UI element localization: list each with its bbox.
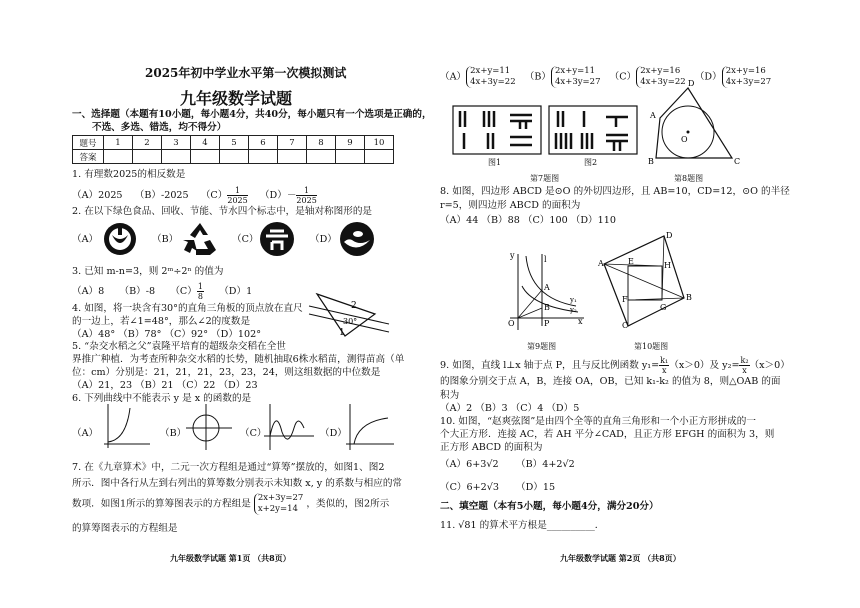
q1-option-c: （C） (200, 190, 228, 201)
q5-line1: 5. “杂交水稻之父”袁隆平培育的超级杂交稻在全世 (72, 341, 286, 352)
q6-graph-b (184, 402, 234, 452)
q7-option-a-label: （A） (440, 71, 467, 83)
q6-option-a: （A） (72, 428, 99, 439)
table-number: 2 (133, 136, 162, 150)
q7-option-b-system (551, 66, 600, 88)
q4-angle2-label: 2 (351, 301, 357, 311)
fig10-caption: 第10题图 (634, 342, 669, 351)
q4-angle1-label: 1 (339, 328, 345, 338)
fig10-label-g: G (660, 303, 667, 312)
q7-option-a-system (466, 66, 515, 88)
table-number: 8 (307, 136, 336, 150)
fig9-label-l: l (544, 255, 547, 264)
fig10-label-b: B (686, 293, 692, 302)
table-number: 4 (191, 136, 220, 150)
q3-stem: 3. 已知 m-n=3，则 2ᵐ÷2ⁿ 的值为 (72, 266, 224, 277)
q6-option-c: （C） (240, 428, 267, 439)
q4-line2: 的一边上，若∠1=48°，那么∠2的度数是 (72, 316, 251, 327)
q6-graph-a (102, 402, 152, 452)
q2-stem: 2. 在以下绿色食品、回收、节能、节水四个标志中，是轴对称图形的是 (72, 206, 373, 217)
q10-line2: 个大正方形．连接 AC，若 AH 平分∠CAD，且正方形 EFGH 的面积为 3，则 (440, 429, 775, 440)
fig10-label-f: F (622, 295, 628, 304)
exam-title: 2025年初中学业水平第一次模拟测试 (145, 66, 347, 80)
q3-c-denominator: 8 (197, 292, 203, 301)
q9-line1 (440, 356, 790, 375)
answer-cell[interactable] (249, 150, 278, 164)
q1-c-numerator: 1 (227, 186, 247, 196)
q4-angle30-label: 30° (343, 317, 358, 326)
q9-k2: k₂ (740, 356, 749, 365)
fig9-label-p: P (544, 319, 550, 328)
answer-cell[interactable] (365, 150, 394, 164)
q7-option-d-label: （D） (694, 71, 722, 83)
q3-option-c: （C） (170, 286, 197, 297)
q7-option-b-eq1: 2x+y=11 (555, 66, 596, 76)
fig9-label-o: O (508, 319, 515, 328)
right-footer: 九年级数学试题 第2页 （共8页） (560, 553, 681, 563)
fig8-caption: 第8题图 (674, 174, 704, 183)
q9-line1-start: 9. 如图，直线 l⊥x 轴于点 P，且与反比例函数 y₁= (440, 360, 660, 371)
table-number: 7 (278, 136, 307, 150)
q7-line4: 的算筹图表示的方程组是 (72, 523, 178, 534)
table-answer-label: 答案 (73, 150, 104, 164)
left-footer: 九年级数学试题 第1页 （共8页） (170, 553, 291, 563)
q9-line2: 的图象分别交于点 A，B，连接 OA，OB，已知 k₁-k₂ 的值为 8，则△OAB 的面 (440, 376, 781, 387)
q7-option-c-label: （C） (609, 71, 637, 83)
q7-line3-cont: ，类似的，图2所示 (306, 498, 390, 510)
q2-option-d: （D） (310, 234, 337, 245)
answer-cell[interactable] (307, 150, 336, 164)
q3-c-numerator: 1 (197, 282, 203, 291)
counting-rods-figure-2 (548, 105, 638, 155)
q10-option-a: （A）6+3√2 (440, 459, 499, 470)
q4-options: （A）48° （B）78° （C）92° （D）102° (72, 329, 262, 340)
q7-line3-text: 数项．如图1所示的算筹图表示的方程组是 (72, 498, 251, 510)
q1-options (72, 186, 317, 205)
q9-k1: k₁ (660, 356, 669, 365)
fig9-label-y2: y₂ (570, 306, 577, 314)
q7-option-a-eq2: 4x+3y=22 (470, 77, 516, 87)
q7-option-a-eq1: 2x+y=11 (470, 66, 511, 76)
q6-option-d: （D） (320, 428, 347, 439)
q4-line1: 4. 如图，将一块含有30°的直角三角板的顶点放在直尺 (72, 303, 303, 314)
section1-heading-cont: 不选、多选、错选，均不得分） (92, 122, 227, 133)
q6-stem: 6. 下列曲线中不能表示 y 是 x 的函数的是 (72, 393, 252, 404)
q8-options: （A）44 （B）88 （C）100 （D）110 (440, 215, 616, 226)
table-number: 1 (104, 136, 133, 150)
q6-option-b: （B） (160, 428, 187, 439)
q1-stem: 1. 有理数2025的相反数是 (72, 169, 186, 180)
q5-options: （A）21，23 （B）21 （C）22 （D）23 (72, 380, 258, 391)
fig1-caption: 图1 (488, 158, 502, 167)
q8-line1: 8. 如图，四边形 ABCD 是⊙O 的外切四边形，且 AB=10，CD=12，⊙O 的半径 (440, 186, 790, 197)
q2-option-b: （B） (152, 234, 179, 245)
q1-d-numerator: 1 (296, 186, 316, 196)
q3-option-a: （A）8 (72, 286, 105, 297)
q7-equation-system (254, 493, 303, 515)
energy-saving-logo-icon (258, 220, 296, 258)
table-number: 10 (365, 136, 394, 150)
answer-cell[interactable] (104, 150, 133, 164)
q10-line3: 正方形 ABCD 的面积为 (440, 442, 543, 453)
fig8-label-b: B (648, 157, 654, 166)
q7-option-b-eq2: 4x+3y=27 (555, 77, 601, 87)
fig10-label-h: H (664, 261, 671, 270)
answer-table (72, 135, 394, 164)
q8-line2: r=5，则四边形 ABCD 的面积为 (440, 200, 581, 211)
fig9-label-b: B (544, 303, 550, 312)
table-number: 9 (336, 136, 365, 150)
q9-line3: 积为 (440, 390, 460, 401)
answer-cell[interactable] (336, 150, 365, 164)
fig8-label-c: C (734, 157, 741, 166)
q9-line1-end: （x＞0） (749, 360, 790, 371)
fig8-label-o: O (681, 135, 688, 144)
q6-graph-d (344, 402, 396, 452)
q5-line3: 位：cm）分别是：21，21，21，23，23，24，则这组数据的中位数是 (72, 367, 381, 378)
section2-heading: 二、填空题（本有5小题，每小题4分，满分20分） (440, 501, 659, 512)
table-number: 5 (220, 136, 249, 150)
q7-option-b-label: （B） (524, 71, 552, 83)
fig9-caption: 第9题图 (527, 342, 557, 351)
q3-options (72, 282, 252, 301)
fig10-label-e: E (628, 257, 634, 266)
q3-option-b: （B）-8 (119, 286, 156, 297)
table-number: 3 (162, 136, 191, 150)
subject-title: 九年级数学试题 (180, 89, 293, 108)
fig10-label-a: A (598, 259, 604, 268)
q7-line2: 所示．图中各行从左到右列出的算筹数分别表示未知数 x, y 的系数与相应的常 (72, 478, 403, 489)
fig2-caption: 图2 (584, 158, 598, 167)
recycle-icon (180, 220, 220, 258)
fig10-label-c: C (622, 321, 629, 330)
q10-option-b: （B）4+2√2 (516, 459, 575, 470)
answer-cell[interactable] (278, 150, 307, 164)
fig9-label-y1: y₁ (570, 296, 577, 304)
answer-cell[interactable] (220, 150, 249, 164)
q9-options: （A）2 （B）3 （C）4 （D）5 (440, 403, 580, 414)
q9-x1: x (661, 366, 667, 375)
q8-tangential-quadrilateral-figure (648, 80, 744, 166)
q6-graph-c (262, 402, 316, 452)
fig10-label-d: D (666, 231, 673, 240)
table-header-label: 题号 (73, 136, 104, 150)
section1-heading: 一、选择题（本题有10小题，每小题4分，共40分，每小题只有一个选项是正确的， (72, 109, 432, 120)
q10-option-c: （C）6+2√3 (440, 482, 499, 493)
q7-line1: 7. 在《九章算术》中，二元一次方程组是通过“算筹”摆放的，如图1、图2 (72, 462, 385, 473)
q7-option-c-eq2: 4x+3y=22 (640, 77, 686, 87)
fig8-label-d: D (688, 79, 695, 88)
q10-zhao-shuang-figure (598, 232, 690, 330)
fig9-label-x: x (578, 317, 583, 326)
q9-line1-mid: （x＞0）及 y₂= (669, 360, 740, 371)
q9-inverse-function-figure (506, 250, 586, 332)
answer-cell[interactable] (191, 150, 220, 164)
q2-option-a: （A） (72, 234, 99, 245)
fig9-label-y: y (510, 251, 515, 260)
q1-d-denominator: 2025 (296, 196, 317, 205)
q1-c-denominator: 2025 (227, 196, 248, 205)
q7-line3 (72, 493, 389, 515)
q10-line1: 10. 如图，“赵爽弦图”是由四个全等的直角三角形和一个小正方形拼成的一 (440, 416, 756, 427)
counting-rods-figure-1 (452, 105, 542, 155)
q7-option-d-eq1: 2x+y=16 (725, 66, 766, 76)
q7-option-c-eq1: 2x+y=16 (640, 66, 681, 76)
answer-cell[interactable] (162, 150, 191, 164)
q2-option-c: （C） (232, 234, 259, 245)
q4-ruler-triangle-figure (305, 290, 395, 338)
q7-eq2: x+2y=14 (257, 504, 298, 514)
q3-option-d: （D）1 (219, 286, 253, 297)
q10-option-d: （D）15 (516, 482, 556, 493)
table-number: 6 (249, 136, 278, 150)
q11: 11. √81 的算术平方根是__________． (440, 520, 605, 531)
green-food-logo-icon (102, 221, 138, 257)
q1-option-b: （B）-2025 (134, 190, 189, 201)
water-saving-logo-icon (338, 220, 376, 258)
fig7-caption: 第7题图 (530, 174, 560, 183)
fig8-label-a: A (650, 111, 656, 120)
q1-option-a: （A）2025 (72, 190, 123, 201)
fig9-label-a: A (544, 283, 550, 292)
q7-eq1: 2x+3y=27 (257, 493, 304, 503)
q7-option-d-eq2: 4x+3y=27 (725, 77, 772, 87)
q5-line2: 界推广种植．为考查所种杂交水稻的长势，随机抽取6株水稻苗，测得苗高（单 (72, 354, 405, 365)
q1-option-d: （D）－ (259, 190, 297, 201)
answer-cell[interactable] (133, 150, 162, 164)
q9-x2: x (742, 366, 747, 375)
